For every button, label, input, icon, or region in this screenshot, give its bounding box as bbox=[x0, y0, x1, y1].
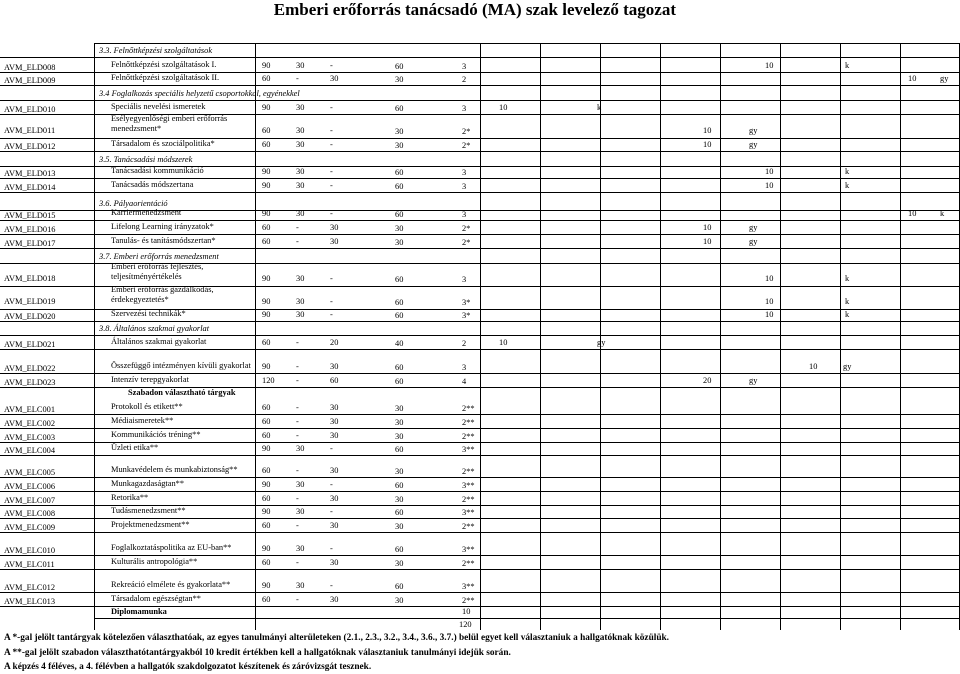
course-name: Szervezési technikák* bbox=[111, 309, 186, 318]
value-cell: 30 bbox=[296, 140, 305, 149]
course-name: Retorika** bbox=[111, 493, 149, 502]
course-code: AVM_ELC012 bbox=[4, 583, 56, 592]
value-cell: 2* bbox=[462, 127, 471, 136]
course-code: AVM_ELD023 bbox=[4, 378, 56, 387]
table-column-divider bbox=[900, 43, 901, 630]
table-column-divider bbox=[255, 43, 256, 630]
course-name: Foglalkoztatáspolitika az EU-ban** bbox=[111, 543, 232, 552]
value-cell: 30 bbox=[395, 404, 404, 413]
table-row-divider bbox=[0, 85, 959, 86]
value-cell: 60 bbox=[262, 237, 271, 246]
value-cell: 3** bbox=[462, 508, 475, 517]
value-cell: 30 bbox=[296, 444, 305, 453]
value-cell: 2** bbox=[462, 495, 475, 504]
course-name: Üzleti etika** bbox=[111, 443, 159, 452]
diploma-label: Diplomamunka bbox=[111, 607, 167, 616]
value-cell: 3 bbox=[462, 210, 467, 219]
course-code: AVM_ELD016 bbox=[4, 225, 56, 234]
value-cell: 10 bbox=[703, 237, 712, 246]
value-cell: 60 bbox=[395, 62, 404, 71]
value-cell: - bbox=[296, 362, 299, 371]
value-cell: - bbox=[296, 338, 299, 347]
value-cell: 30 bbox=[330, 494, 339, 503]
value-cell: 60 bbox=[395, 582, 404, 591]
value-cell: - bbox=[330, 297, 333, 306]
value-cell: 30 bbox=[296, 581, 305, 590]
value-cell: 60 bbox=[395, 298, 404, 307]
value-cell: 30 bbox=[395, 467, 404, 476]
value-cell: - bbox=[330, 126, 333, 135]
course-name: Tanácsadás módszertana bbox=[111, 180, 194, 189]
value-cell: 30 bbox=[296, 103, 305, 112]
value-cell: 30 bbox=[330, 466, 339, 475]
course-name: Esélyegyenlőségi emberi erőforrás menedzsment* bbox=[111, 114, 228, 133]
value-cell: gy bbox=[843, 362, 852, 371]
course-name: Emberi erőforrás fejlesztés, teljesítményértékelés bbox=[111, 262, 204, 281]
value-cell: 60 bbox=[262, 494, 271, 503]
value-cell: - bbox=[296, 494, 299, 503]
value-cell: 10 bbox=[703, 223, 712, 232]
value-cell: 30 bbox=[395, 238, 404, 247]
value-cell: 30 bbox=[395, 559, 404, 568]
value-cell: 30 bbox=[330, 417, 339, 426]
course-code: AVM_ELD017 bbox=[4, 239, 56, 248]
course-name: Tudásmenedzsment** bbox=[111, 506, 186, 515]
value-cell: 4 bbox=[462, 377, 467, 386]
value-cell: 30 bbox=[330, 237, 339, 246]
course-code: AVM_ELD013 bbox=[4, 169, 56, 178]
value-cell: - bbox=[296, 595, 299, 604]
value-cell: 30 bbox=[395, 418, 404, 427]
course-name: Munkagazdaságtan** bbox=[111, 479, 185, 488]
course-code: AVM_ELD022 bbox=[4, 364, 56, 373]
table-column-divider bbox=[540, 43, 541, 630]
value-cell: 2** bbox=[462, 596, 475, 605]
value-cell: 30 bbox=[296, 297, 305, 306]
value-cell: 90 bbox=[262, 444, 271, 453]
table-row-divider bbox=[0, 518, 959, 519]
table-row-divider bbox=[0, 349, 959, 350]
value-cell: 10 bbox=[703, 140, 712, 149]
value-cell: 10 bbox=[765, 167, 774, 176]
table-row-divider bbox=[0, 428, 959, 429]
course-code: AVM_ELC003 bbox=[4, 433, 56, 442]
value-cell: gy bbox=[749, 376, 758, 385]
value-cell: 10 bbox=[908, 209, 917, 218]
course-name: Médiaismeretek** bbox=[111, 416, 174, 425]
table-row-divider bbox=[0, 335, 959, 336]
value-cell: 10 bbox=[765, 61, 774, 70]
course-code: AVM_ELD015 bbox=[4, 211, 56, 220]
value-cell: - bbox=[296, 403, 299, 412]
value-cell: 3** bbox=[462, 445, 475, 454]
table-column-divider bbox=[780, 43, 781, 630]
course-name: Összefüggő intézményen kívüli gyakorlat bbox=[111, 361, 251, 370]
value-cell: 2** bbox=[462, 404, 475, 413]
value-cell: 60 bbox=[262, 595, 271, 604]
course-code: AVM_ELC006 bbox=[4, 482, 56, 491]
section-heading: 3.4 Foglalkozás speciális helyzetű csoportokkal, egyénekkel bbox=[99, 89, 300, 98]
value-cell: 90 bbox=[262, 167, 271, 176]
value-cell: 60 bbox=[262, 126, 271, 135]
value-cell: - bbox=[296, 431, 299, 440]
course-code: AVM_ELC010 bbox=[4, 546, 56, 555]
value-cell: 30 bbox=[296, 507, 305, 516]
value-cell: 30 bbox=[395, 224, 404, 233]
value-cell: 2* bbox=[462, 141, 471, 150]
value-cell: 3 bbox=[462, 182, 467, 191]
value-cell: 30 bbox=[296, 209, 305, 218]
value-cell: 30 bbox=[296, 181, 305, 190]
course-code: AVM_ELD021 bbox=[4, 340, 56, 349]
course-name: Rekreáció elmélete és gyakorlata** bbox=[111, 580, 231, 589]
value-cell: 3** bbox=[462, 582, 475, 591]
course-code: AVM_ELD009 bbox=[4, 76, 56, 85]
value-cell: 3 bbox=[462, 104, 467, 113]
value-cell: 60 bbox=[262, 417, 271, 426]
value-cell: 30 bbox=[296, 61, 305, 70]
table-row-divider bbox=[0, 151, 959, 152]
table-row-divider bbox=[0, 57, 959, 58]
value-cell: 30 bbox=[330, 521, 339, 530]
table-row-divider bbox=[0, 477, 959, 478]
value-cell: 90 bbox=[262, 507, 271, 516]
course-code: AVM_ELC011 bbox=[4, 560, 55, 569]
table-top-border bbox=[94, 43, 959, 44]
course-name: Felnőttképzési szolgáltatások I. bbox=[111, 60, 217, 69]
value-cell: 60 bbox=[395, 275, 404, 284]
table-column-divider bbox=[660, 43, 661, 630]
value-cell: 90 bbox=[262, 209, 271, 218]
course-name: Kommunikációs tréning** bbox=[111, 430, 201, 439]
table-row-divider bbox=[0, 592, 959, 593]
table-row-divider bbox=[0, 248, 959, 249]
course-name: Karriermenedzsment bbox=[111, 208, 182, 217]
value-cell: 90 bbox=[262, 544, 271, 553]
value-cell: 60 bbox=[395, 481, 404, 490]
value-cell: 60 bbox=[395, 445, 404, 454]
table-row-divider bbox=[0, 569, 959, 570]
table-row-divider bbox=[0, 414, 959, 415]
total-credits: 120 bbox=[459, 620, 472, 629]
value-cell: 60 bbox=[330, 376, 339, 385]
course-code: AVM_ELC007 bbox=[4, 496, 56, 505]
course-name: Tanulás- és tanításmódszertan* bbox=[111, 236, 216, 245]
value-cell: 30 bbox=[395, 141, 404, 150]
value-cell: k bbox=[845, 181, 850, 190]
table-column-divider bbox=[600, 43, 601, 630]
value-cell: 60 bbox=[395, 210, 404, 219]
course-name: Általános szakmai gyakorlat bbox=[111, 337, 207, 346]
course-code: AVM_ELC002 bbox=[4, 419, 56, 428]
page-title: Emberi erőforrás tanácsadó (MA) szak levelező tagozat bbox=[273, 0, 676, 19]
value-cell: 2** bbox=[462, 559, 475, 568]
table-column-divider bbox=[480, 43, 481, 630]
course-code: AVM_ELC005 bbox=[4, 468, 56, 477]
value-cell: 3* bbox=[462, 298, 471, 307]
value-cell: - bbox=[296, 417, 299, 426]
value-cell: - bbox=[330, 140, 333, 149]
value-cell: 10 bbox=[809, 362, 818, 371]
value-cell: - bbox=[296, 74, 299, 83]
section-heading: 3.3. Felnőttképzési szolgáltatások bbox=[99, 46, 213, 55]
value-cell: 60 bbox=[395, 168, 404, 177]
value-cell: 30 bbox=[330, 595, 339, 604]
table-row-divider bbox=[0, 321, 959, 322]
value-cell: 30 bbox=[330, 223, 339, 232]
table-row-divider bbox=[0, 532, 959, 533]
table-column-divider bbox=[720, 43, 721, 630]
value-cell: k bbox=[845, 274, 850, 283]
value-cell: - bbox=[330, 274, 333, 283]
value-cell: - bbox=[330, 181, 333, 190]
value-cell: 90 bbox=[262, 297, 271, 306]
table-row-divider bbox=[0, 555, 959, 556]
value-cell: 30 bbox=[296, 274, 305, 283]
value-cell: k bbox=[845, 310, 850, 319]
value-cell: - bbox=[330, 103, 333, 112]
value-cell: - bbox=[330, 61, 333, 70]
course-name: Projektmenedzsment** bbox=[111, 520, 190, 529]
value-cell: - bbox=[330, 167, 333, 176]
value-cell: 60 bbox=[395, 363, 404, 372]
course-name: Társadalom egészségtan** bbox=[111, 594, 201, 603]
value-cell: - bbox=[296, 466, 299, 475]
table-row-divider bbox=[0, 100, 959, 101]
value-cell: 30 bbox=[395, 596, 404, 605]
value-cell: 60 bbox=[262, 558, 271, 567]
value-cell: gy bbox=[749, 237, 758, 246]
value-cell: 2 bbox=[462, 339, 467, 348]
value-cell: 30 bbox=[330, 403, 339, 412]
value-cell: 30 bbox=[296, 310, 305, 319]
value-cell: 10 bbox=[908, 74, 917, 83]
value-cell: gy bbox=[749, 223, 758, 232]
value-cell: 30 bbox=[296, 544, 305, 553]
course-code: AVM_ELC013 bbox=[4, 597, 56, 606]
value-cell: k bbox=[597, 103, 602, 112]
value-cell: 60 bbox=[395, 311, 404, 320]
value-cell: 60 bbox=[262, 466, 271, 475]
value-cell: 2** bbox=[462, 418, 475, 427]
value-cell: - bbox=[330, 444, 333, 453]
value-cell: k bbox=[845, 297, 850, 306]
value-cell: 3 bbox=[462, 62, 467, 71]
value-cell: 90 bbox=[262, 310, 271, 319]
section-heading: 3.7. Emberi erőforrás menedzsment bbox=[99, 252, 219, 261]
value-cell: 90 bbox=[262, 362, 271, 371]
value-cell: 3 bbox=[462, 275, 467, 284]
course-code: AVM_ELD020 bbox=[4, 312, 56, 321]
section-heading: Szabadon választható tárgyak bbox=[128, 388, 236, 397]
section-heading: 3.5. Tanácsadási módszerek bbox=[99, 155, 193, 164]
value-cell: 3 bbox=[462, 363, 467, 372]
value-cell: 10 bbox=[703, 126, 712, 135]
course-code: AVM_ELD008 bbox=[4, 63, 56, 72]
value-cell: 40 bbox=[395, 339, 404, 348]
value-cell: - bbox=[330, 209, 333, 218]
value-cell: 10 bbox=[499, 103, 508, 112]
value-cell: - bbox=[296, 237, 299, 246]
course-name: Felnőttképzési szolgáltatások II. bbox=[111, 73, 220, 82]
value-cell: 20 bbox=[330, 338, 339, 347]
value-cell: 60 bbox=[262, 223, 271, 232]
value-cell: 2* bbox=[462, 224, 471, 233]
course-code: AVM_ELC009 bbox=[4, 523, 56, 532]
table-row-divider bbox=[0, 220, 959, 221]
credit-cell: 10 bbox=[462, 607, 471, 616]
value-cell: 90 bbox=[262, 274, 271, 283]
value-cell: 30 bbox=[395, 495, 404, 504]
course-code: AVM_ELD010 bbox=[4, 105, 56, 114]
value-cell: 3** bbox=[462, 545, 475, 554]
value-cell: gy bbox=[940, 74, 949, 83]
value-cell: - bbox=[330, 507, 333, 516]
course-name: Speciális nevelési ismeretek bbox=[111, 102, 206, 111]
course-code: AVM_ELD012 bbox=[4, 142, 56, 151]
value-cell: 2 bbox=[462, 75, 467, 84]
value-cell: 60 bbox=[262, 74, 271, 83]
value-cell: 60 bbox=[395, 182, 404, 191]
value-cell: 2** bbox=[462, 467, 475, 476]
value-cell: - bbox=[330, 581, 333, 590]
course-name: Tanácsadási kommunikáció bbox=[111, 166, 204, 175]
value-cell: 10 bbox=[765, 274, 774, 283]
value-cell: 3 bbox=[462, 168, 467, 177]
value-cell: 90 bbox=[262, 61, 271, 70]
course-name: Intenzív terepgyakorlat bbox=[111, 375, 189, 384]
course-code: AVM_ELD018 bbox=[4, 274, 56, 283]
table-row-divider bbox=[0, 491, 959, 492]
value-cell: 10 bbox=[765, 310, 774, 319]
value-cell: 3* bbox=[462, 311, 471, 320]
table-row-divider bbox=[0, 178, 959, 179]
value-cell: 30 bbox=[330, 74, 339, 83]
value-cell: 90 bbox=[262, 103, 271, 112]
value-cell: 30 bbox=[395, 432, 404, 441]
value-cell: k bbox=[845, 167, 850, 176]
footnote-3: A képzés 4 féléves, a 4. félévben a hallgatók szakdolgozatot készítenek és záróvizsgát tesznek. bbox=[4, 662, 372, 672]
value-cell: 30 bbox=[330, 431, 339, 440]
value-cell: 60 bbox=[395, 545, 404, 554]
value-cell: 60 bbox=[262, 403, 271, 412]
value-cell: 30 bbox=[395, 75, 404, 84]
value-cell: 30 bbox=[395, 127, 404, 136]
value-cell: 90 bbox=[262, 581, 271, 590]
course-code: AVM_ELC008 bbox=[4, 509, 56, 518]
value-cell: 20 bbox=[703, 376, 712, 385]
value-cell: 10 bbox=[765, 181, 774, 190]
value-cell: 2** bbox=[462, 522, 475, 531]
value-cell: - bbox=[330, 480, 333, 489]
value-cell: - bbox=[296, 376, 299, 385]
value-cell: 60 bbox=[262, 140, 271, 149]
table-column-divider bbox=[840, 43, 841, 630]
value-cell: 60 bbox=[395, 508, 404, 517]
table-row-divider bbox=[0, 192, 959, 193]
value-cell: 10 bbox=[765, 297, 774, 306]
value-cell: 2** bbox=[462, 432, 475, 441]
course-code: AVM_ELD011 bbox=[4, 126, 56, 135]
course-code: AVM_ELD014 bbox=[4, 183, 56, 192]
course-code: AVM_ELD019 bbox=[4, 297, 56, 306]
course-name: Munkavédelem és munkabiztonság** bbox=[111, 465, 238, 474]
value-cell: 120 bbox=[262, 376, 275, 385]
value-cell: 30 bbox=[395, 522, 404, 531]
value-cell: 60 bbox=[395, 377, 404, 386]
value-cell: gy bbox=[749, 126, 758, 135]
section-heading: 3.6. Pályaorientáció bbox=[99, 199, 168, 208]
course-code: AVM_ELC004 bbox=[4, 446, 56, 455]
value-cell: 60 bbox=[395, 104, 404, 113]
course-name: Lifelong Learning irányzatok* bbox=[111, 222, 214, 231]
value-cell: 10 bbox=[499, 338, 508, 347]
table-row-divider bbox=[0, 373, 959, 374]
value-cell: - bbox=[330, 544, 333, 553]
table-row-divider bbox=[0, 234, 959, 235]
value-cell: - bbox=[296, 223, 299, 232]
footnote-2: A **-gal jelölt szabadon választhatótantárgyakból 10 kredit értékben kell a hallgatóknak választaniuk tanulmányi idejük során. bbox=[4, 648, 511, 658]
table-row-divider bbox=[94, 618, 959, 619]
value-cell: gy bbox=[749, 140, 758, 149]
value-cell: k bbox=[940, 209, 945, 218]
value-cell: gy bbox=[597, 338, 606, 347]
value-cell: 30 bbox=[330, 362, 339, 371]
course-name: Társadalom és szociálpolitika* bbox=[111, 139, 215, 148]
value-cell: 60 bbox=[262, 431, 271, 440]
value-cell: 30 bbox=[296, 167, 305, 176]
value-cell: 2* bbox=[462, 238, 471, 247]
value-cell: - bbox=[330, 310, 333, 319]
course-code: AVM_ELC001 bbox=[4, 405, 56, 414]
value-cell: 3** bbox=[462, 481, 475, 490]
value-cell: 90 bbox=[262, 480, 271, 489]
value-cell: 60 bbox=[262, 521, 271, 530]
value-cell: - bbox=[296, 558, 299, 567]
value-cell: 30 bbox=[296, 126, 305, 135]
footnote-1: A *-gal jelölt tantárgyak kötelezően választhatóak, az egyes tanulmányi alterületeken (2.1., 2.3., 3.2., 3.4., 3.6., 3.7.) belül egyet kell választaniuk a hallgatóknak közülük. bbox=[4, 633, 669, 643]
value-cell: - bbox=[296, 521, 299, 530]
value-cell: 60 bbox=[262, 338, 271, 347]
table-row-divider bbox=[0, 455, 959, 456]
value-cell: 30 bbox=[330, 558, 339, 567]
value-cell: 30 bbox=[296, 480, 305, 489]
course-name: Emberi erőforrás gazdálkodás, érdekegyeztetés* bbox=[111, 285, 214, 304]
value-cell: k bbox=[845, 61, 850, 70]
course-name: Protokoll és etikett** bbox=[111, 402, 183, 411]
value-cell: 90 bbox=[262, 181, 271, 190]
section-heading: 3.8. Általános szakmai gyakorlat bbox=[99, 324, 210, 333]
course-name: Kulturális antropológia** bbox=[111, 557, 198, 566]
table-column-divider bbox=[94, 43, 95, 630]
